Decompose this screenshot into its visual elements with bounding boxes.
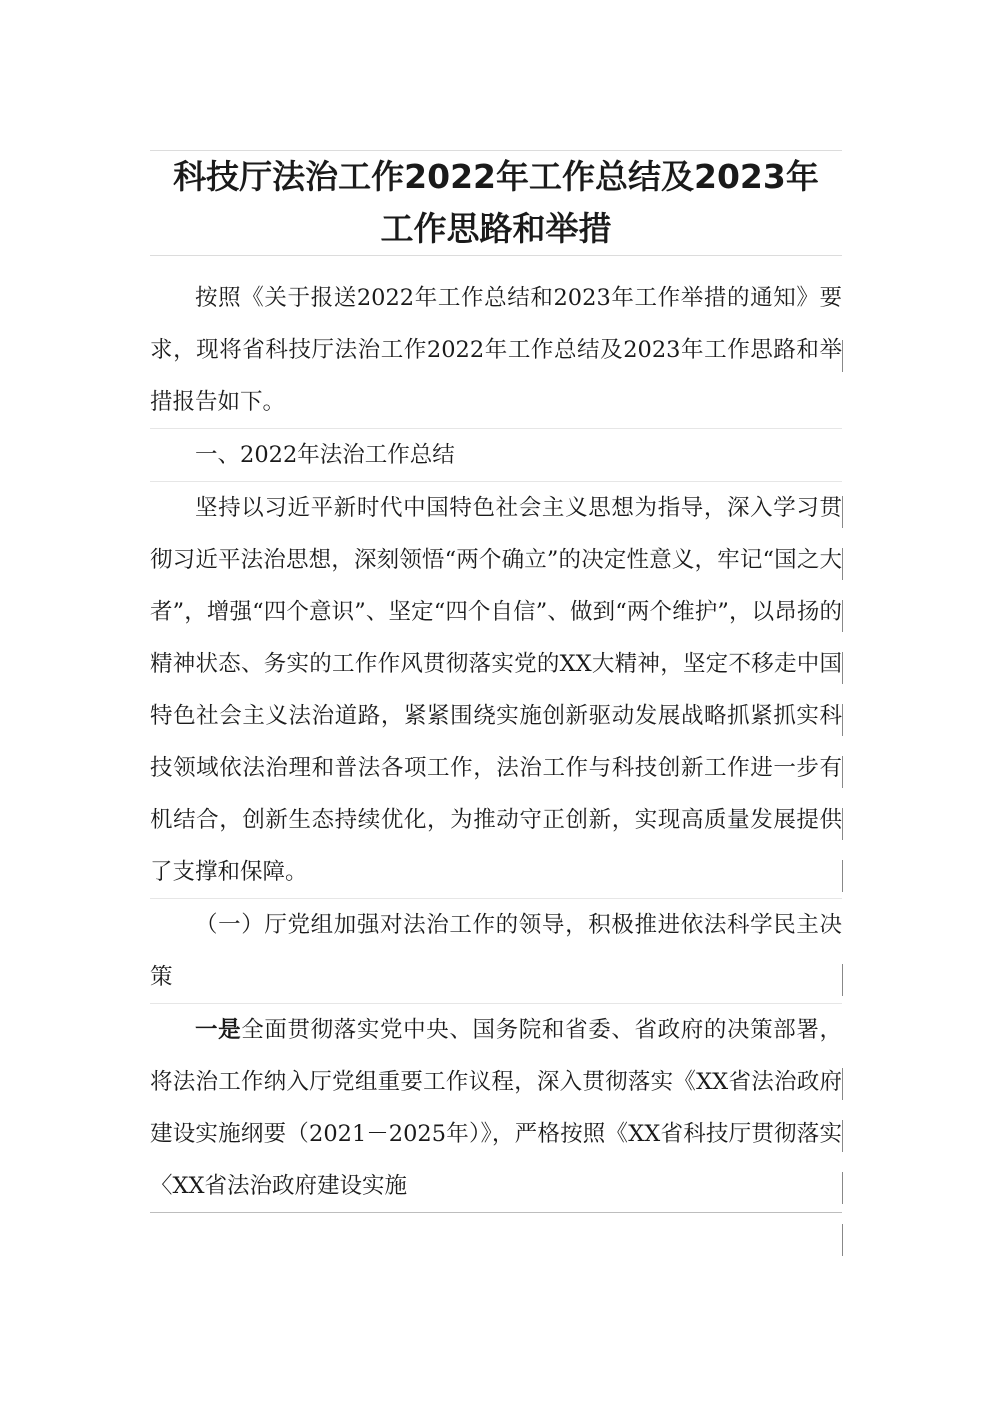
intro-paragraph: 按照《关于报送2022年工作总结和2023年工作举措的通知》要求，现将省科技厅法治工作2022年工作总结及2023年工作思路和举措报告如下。: [150, 272, 842, 429]
margin-change-bar: [842, 704, 843, 736]
margin-change-bar: [842, 496, 843, 528]
subsection-heading-1: （一）厅党组加强对法治工作的领导，积极推进依法科学民主决策: [150, 899, 842, 1004]
margin-change-bar: [842, 340, 843, 372]
margin-change-bar: [842, 1224, 843, 1256]
margin-change-bar: [842, 600, 843, 632]
point-one-text: 全面贯彻落实党中央、国务院和省委、省政府的决策部署，将法治工作纳入厅党组重要工作议程，深入贯彻落实《XX省法治政府建设实施纲要（2021－2025年）》，严格按照《XX省科技厅贯彻落实〈XX省法治政府建设实施: [150, 1017, 842, 1199]
margin-change-bar: [842, 652, 843, 684]
margin-change-bar: [842, 1172, 843, 1204]
point-one-paragraph: [150, 1004, 842, 1213]
margin-change-bar: [842, 964, 843, 996]
document-title: [150, 150, 842, 256]
summary-paragraph: 坚持以习近平新时代中国特色社会主义思想为指导，深入学习贯彻习近平法治思想，深刻领悟“两个确立”的决定性意义，牢记“国之大者”，增强“四个意识”、坚定“四个自信”、做到“两个维护”，以昂扬的精神状态、务实的工作作风贯彻落实党的XX大精神，坚定不移走中国特色社会主义法治道路，紧紧围绕实施创新驱动发展战略抓紧抓实科技领域依法治理和普法各项工作，法治工作与科技创新工作进一步有机结合，创新生态持续优化，为推动守正创新，实现高质量发展提供了支撑和保障。: [150, 482, 842, 899]
margin-change-bar: [842, 1120, 843, 1152]
point-lead: 一是: [195, 1017, 242, 1043]
margin-change-bar: [842, 1068, 843, 1100]
margin-change-bar: [842, 548, 843, 580]
margin-change-bar: [842, 860, 843, 892]
section-heading-1: 一、2022年法治工作总结: [150, 429, 842, 482]
title-line-2: 工作思路和举措: [380, 209, 612, 248]
margin-change-bar: [842, 808, 843, 840]
title-line-1: 科技厅法治工作2022年工作总结及2023年: [173, 157, 819, 196]
document-page: [150, 150, 842, 1213]
margin-change-bar: [842, 756, 843, 788]
